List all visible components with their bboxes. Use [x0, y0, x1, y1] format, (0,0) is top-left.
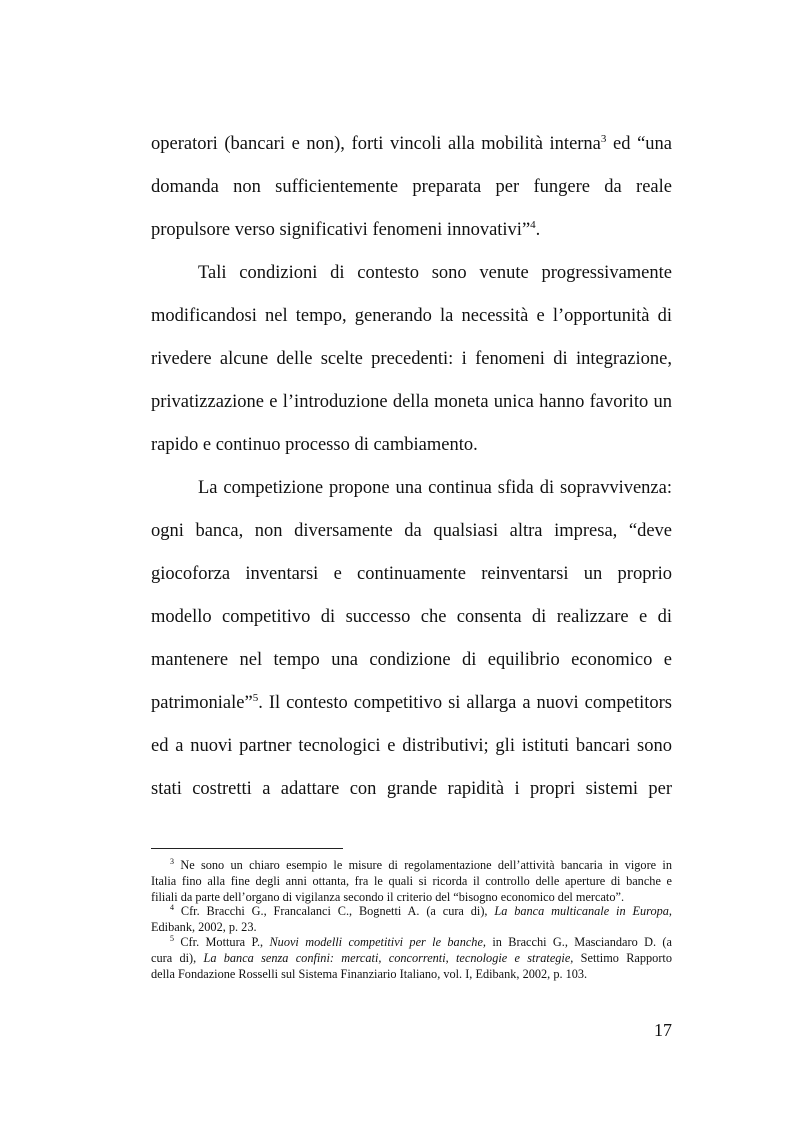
body-line: giocoforza inventarsi e continuamente reinventarsi un proprio [151, 564, 672, 584]
body-line: patrimoniale”$^5$. Il contesto competitivo si allarga a nuovi competitors [151, 692, 672, 713]
body-line: modello competitivo di successo che consenta di realizzare e di [151, 607, 672, 627]
footnote-line: della Fondazione Rosselli sul Sistema Finanziario Italiano, vol. I, Edibank, 2002, p. 103. [151, 967, 588, 981]
footnote-ref[interactable]: 5 [252, 692, 259, 704]
body-line: privatizzazione e l’introduzione della moneta unica hanno favorito un [151, 392, 672, 412]
body-line: domanda non sufficientemente preparata per fungere da reale [151, 177, 672, 197]
body-line: Tali condizioni di contesto sono venute progressivamente [198, 263, 672, 283]
footnote-line: Edibank, 2002, p. 23. [151, 920, 257, 934]
body-line: La competizione propone una continua sfida di sopravvivenza: [198, 478, 672, 498]
body-line: propulsore verso significativi fenomeni innovativi”$^4$. [151, 219, 541, 240]
body-line: rivedere alcune delle scelte precedenti: i fenomeni di integrazione, [151, 349, 672, 369]
body-line: stati costretti a adattare con grande rapidità i propri sistemi per [151, 779, 672, 799]
footnote-line: Italia fino alla fine degli anni ottanta, fra le quali si ricorda il controllo delle aperture di banche e [151, 874, 672, 888]
footnote-divider [151, 848, 343, 849]
body-line: mantenere nel tempo una condizione di equilibrio economico e [151, 650, 672, 670]
page-number: 17 [654, 1020, 672, 1040]
body-line: operatori (bancari e non), forti vincoli alla mobilità interna$^3$ ed “una [151, 133, 672, 154]
body-line: ed a nuovi partner tecnologici e distributivi; gli istituti bancari sono [151, 736, 672, 756]
body-line: ogni banca, non diversamente da qualsiasi altra impresa, “deve [151, 521, 672, 541]
footnote-5: $^5$ Cfr. Mottura P., Nuovi modelli competitivi per le banche, in Bracchi G., Masciandaro D. (a [170, 934, 672, 949]
footnote-4: $^4$ Cfr. Bracchi G., Francalanci C., Bognetti A. (a cura di), La banca multicanale in Europa, [170, 903, 672, 918]
footnote-ref[interactable]: 4 [530, 219, 536, 231]
footnote-3: $^3$ Ne sono un chiaro esempio le misure di regolamentazione dell’attività bancaria in vigore in [170, 857, 672, 872]
footnote-line: cura di), La banca senza confini: mercati, concorrenti, tecnologie e strategie, Settimo Rapporto [151, 951, 672, 965]
body-line: modificandosi nel tempo, generando la necessità e l’opportunità di [151, 306, 672, 326]
body-line: rapido e continuo processo di cambiamento. [151, 435, 478, 455]
footnote-ref[interactable]: 3 [600, 133, 607, 145]
footnote-line: filiali da parte dell’organo di vigilanza secondo il criterio del “bisogno economico del mercato”. [151, 890, 625, 904]
